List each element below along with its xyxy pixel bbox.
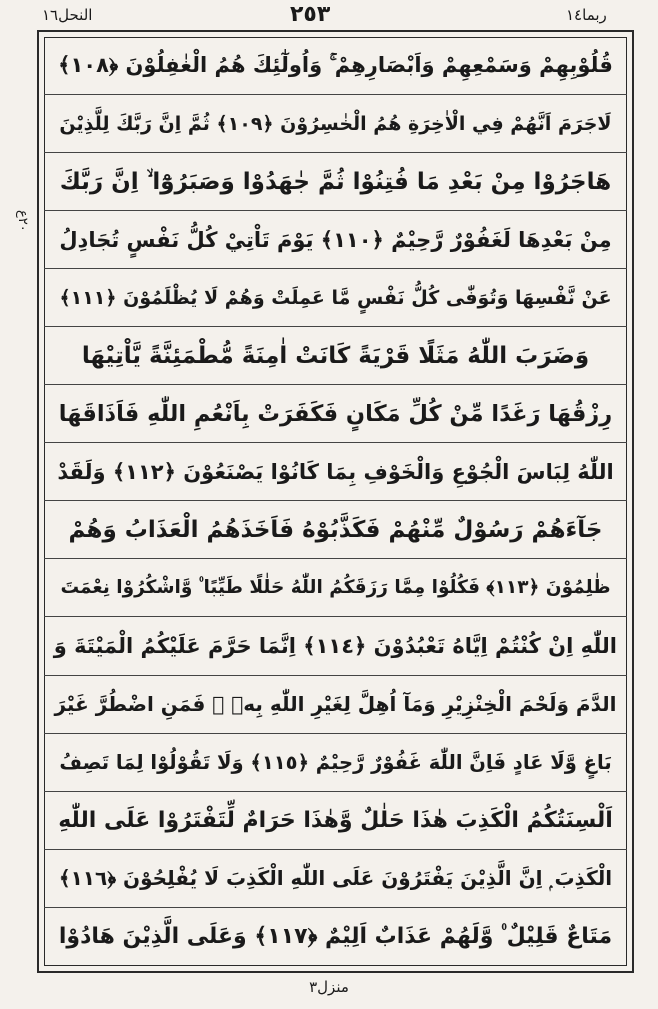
- page-number: ٢٥٣: [290, 2, 331, 27]
- side-ruku-marker: ٢٠ع: [15, 210, 30, 232]
- verse-line: [44, 850, 627, 908]
- verse-text: قُلُوْبِهِمْ وَسَمْعِهِمْ وَاَبْصَارِهِمْ ۚ وَاُولٰٓئِكَ هُمُ الْغٰفِلُوْنَ ﴿١٠٨﴾: [58, 53, 613, 78]
- verse-text: الْكَذِبَ ۭ اِنَّ الَّذِيْنَ يَفْتَرُوْنَ عَلَى اللّٰهِ الْكَذِبَ لَا يُفْلِحُوْنَ ﴿١١٦﴾: [58, 866, 613, 891]
- verse-text: لَاجَرَمَ اَنَّهُمْ فِي الْاٰخِرَةِ هُمُ الْخٰسِرُوْنَ ﴿١٠٩﴾ ثُمَّ اِنَّ رَبَّكَ لِلَّذِيْنَ: [59, 112, 612, 135]
- verse-text: عَنْ نَّفْسِهَا وَتُوَفّٰى كُلُّ نَفْسٍ مَّا عَمِلَتْ وَهُمْ لَا يُظْلَمُوْنَ ﴿١١١﴾: [59, 286, 612, 309]
- verse-lines: [44, 37, 627, 966]
- juz-name-header: ربما١٤: [566, 6, 607, 24]
- verse-line: [44, 95, 627, 153]
- verse-text: وَضَرَبَ اللّٰهُ مَثَلًا قَرْيَةً كَانَتْ اٰمِنَةً مُّطْمَئِنَّةً يَّاْتِيْهَا: [81, 342, 590, 369]
- verse-text: اللّٰهُ لِبَاسَ الْجُوْعِ وَالْخَوْفِ بِمَا كَانُوْا يَصْنَعُوْنَ ﴿١١٢﴾ وَلَقَدْ: [57, 459, 614, 484]
- verse-text: مِنْ بَعْدِهَا لَغَفُوْرٌ رَّحِيْمٌ ﴿١١٠﴾ يَوْمَ تَاْتِيْ كُلُّ نَفْسٍ تُجَادِلُ: [59, 227, 612, 252]
- verse-line: [44, 676, 627, 734]
- verse-line: [44, 559, 627, 617]
- manzil-footer: منزل٣: [309, 978, 349, 996]
- verse-text: اَلْسِنَتُكُمُ الْكَذِبَ هٰذَا حَلٰلٌ وَّهٰذَا حَرَامٌ لِّتَفْتَرُوْا عَلَى اللّٰهِ: [58, 807, 613, 833]
- verse-text: بَاغٍ وَّلَا عَادٍ فَاِنَّ اللّٰهَ غَفُوْرٌ رَّحِيْمٌ ﴿١١٥﴾ وَلَا تَقُوْلُوْا لِمَا تَصِفُ: [59, 750, 612, 774]
- verse-text: ظٰلِمُوْنَ ﴿١١٣﴾ فَكُلُوْا مِمَّا رَزَقَكُمُ اللّٰهُ حَلٰلًا طَيِّبًا ۠ وَّاشْكُرُوْا نِعْمَتَ: [60, 577, 611, 599]
- verse-line: [44, 327, 627, 385]
- verse-text: اللّٰهِ اِنْ كُنْتُمْ اِيَّاهُ تَعْبُدُوْنَ ﴿١١٤﴾ اِنَّمَا حَرَّمَ عَلَيْكُمُ الْمَيْتَةَ وَ: [53, 633, 617, 658]
- verse-line: [44, 153, 627, 211]
- verse-text: جَآءَهُمْ رَسُوْلٌ مِّنْهُمْ فَكَذَّبُوْهُ فَاَخَذَهُمُ الْعَذَابُ وَهُمْ: [68, 516, 603, 543]
- verse-line: [44, 385, 627, 443]
- verse-text: مَتَاعٌ قَلِيْلٌ ۠ وَّلَهُمْ عَذَابٌ اَلِيْمٌ ﴿١١٧﴾ وَعَلَى الَّذِيْنَ هَادُوْا: [58, 924, 613, 950]
- verse-text: هَاجَرُوْا مِنْ بَعْدِ مَا فُتِنُوْا ثُمَّ جٰهَدُوْا وَصَبَرُوْٓا ۙ اِنَّ رَبَّكَ: [59, 168, 612, 195]
- verse-line: [44, 37, 627, 95]
- verse-line: [44, 443, 627, 501]
- verse-text: الدَّمَ وَلَحْمَ الْخِنْزِيْرِ وَمَآ اُهِلَّ لِغَيْرِ اللّٰهِ بِهٖ ۚ فَمَنِ اضْطُرَّ غَيْرَ: [54, 692, 617, 717]
- verse-text: رِزْقُهَا رَغَدًا مِّنْ كُلِّ مَكَانٍ فَكَفَرَتْ بِاَنْعُمِ اللّٰهِ فَاَذَاقَهَا: [58, 400, 613, 427]
- verse-line: [44, 734, 627, 792]
- verse-line: [44, 792, 627, 850]
- verse-line: [44, 908, 627, 966]
- verse-line: [44, 617, 627, 675]
- verse-line: [44, 501, 627, 559]
- page-header: [0, 0, 658, 32]
- verse-line: [44, 211, 627, 269]
- verse-line: [44, 269, 627, 327]
- surah-name-header: النحل١٦: [42, 6, 93, 24]
